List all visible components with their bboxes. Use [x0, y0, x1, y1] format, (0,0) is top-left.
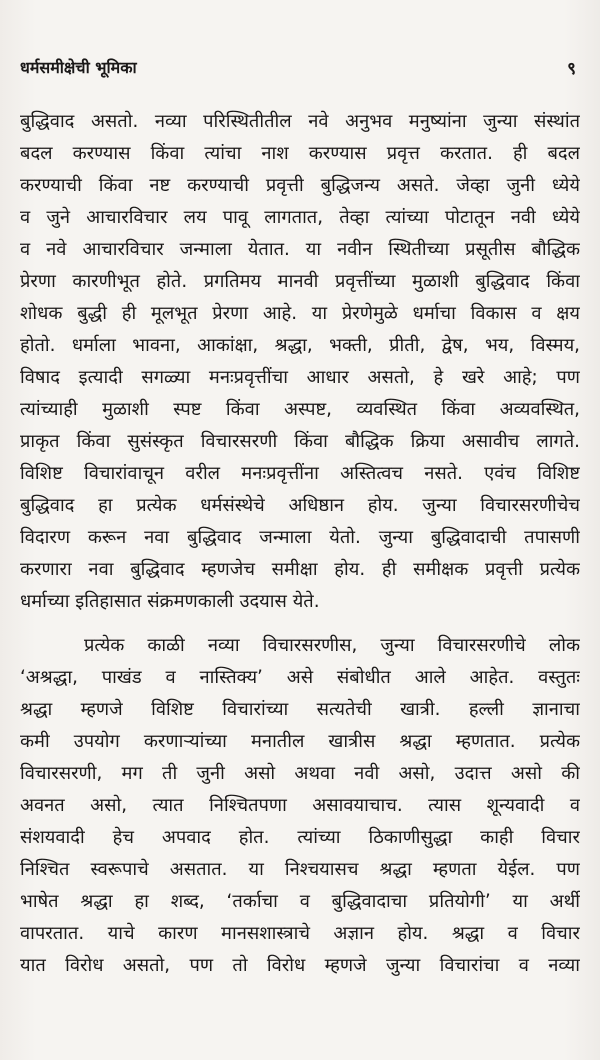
text-line: श्रद्धा म्हणजे विशिष्ट विचारांच्या सत्यतेची खात्री. हल्ली ज्ञानाचा: [20, 699, 580, 720]
text-line: ‘अश्रद्धा, पाखंड व नास्तिक्य’ असे संबोधीत आले आहेत. वस्तुतः: [20, 667, 580, 688]
text-line: वापरतात. याचे कारण मानसशास्त्राचे अज्ञान होय. श्रद्धा व विचार: [20, 923, 580, 944]
text-line: निश्चित स्वरूपाचे असतात. या निश्चयासच श्रद्धा म्हणता येईल. पण: [20, 859, 580, 880]
body-text: [20, 106, 580, 982]
text-line: बुद्धिवाद असतो. नव्या परिस्थितीतील नवे अनुभव मनुष्यांना जुन्या संस्थांत: [20, 111, 580, 132]
text-line: यात विरोध असतो, पण तो विरोध म्हणजे जुन्या विचारांचा व नव्या: [20, 955, 580, 976]
text-line: प्रत्येक काळी नव्या विचारसरणीस, जुन्या विचारसरणीचे लोक: [84, 635, 580, 656]
text-line: विचारसरणी, मग ती जुनी असो अथवा नवी असो, उदात्त असो की: [20, 763, 580, 784]
text-line: विषाद इत्यादी सगळ्या मनःप्रवृत्तींचा आधार असतो, हे खरे आहे; पण: [20, 367, 580, 388]
text-line: कमी उपयोग करणाऱ्यांच्या मनातील खात्रीस श्रद्धा म्हणतात. प्रत्येक: [20, 731, 580, 752]
paragraph-2: [20, 630, 580, 982]
text-line: विशिष्ट विचारांवाचून वरील मनःप्रवृत्तींना अस्तित्वच नसते. एवंच विशिष्ट: [20, 463, 580, 484]
text-line: व नवे आचारविचार जन्माला येतात. या नवीन स्थितीच्या प्रसूतीस बौद्धिक: [20, 239, 580, 260]
text-line: अवनत असो, त्यात निश्चितपणा असावयाचाच. त्यास शून्यवादी व: [20, 795, 580, 816]
text-line: त्यांच्याही मुळाशी स्पष्ट किंवा अस्पष्ट, व्यवस्थित किंवा अव्यवस्थित,: [20, 399, 580, 420]
text-line: बदल करण्यास किंवा त्यांचा नाश करण्यास प्रवृत्त करतात. ही बदल: [20, 143, 580, 164]
chapter-title: धर्मसमीक्षेची भूमिका: [20, 58, 137, 77]
text-line: विदारण करून नवा बुद्धिवाद जन्माला येतो. जुन्या बुद्धिवादाची तपासणी: [20, 527, 580, 548]
paragraph-1: [20, 106, 580, 618]
text-line: करण्याची किंवा नष्ट करण्याची प्रवृत्ती बुद्धिजन्य असते. जेव्हा जुनी ध्येये: [20, 175, 580, 196]
text-line: संशयवादी हेच अपवाद होत. त्यांच्या ठिकाणीसुद्धा काही विचार: [20, 827, 580, 848]
text-line: बुद्धिवाद हा प्रत्येक धर्मसंस्थेचे अधिष्ठान होय. जुन्या विचारसरणीचेच: [20, 495, 580, 516]
text-line: प्राकृत किंवा सुसंस्कृत विचारसरणी किंवा बौद्धिक क्रिया असावीच लागते.: [20, 431, 580, 452]
running-header: [20, 56, 576, 84]
text-line: धर्माच्या इतिहासात संक्रमणकाली उदयास येते.: [20, 591, 320, 612]
text-line: शोधक बुद्धी ही मूलभूत प्रेरणा आहे. या प्रेरणेमुळे धर्माचा विकास व क्षय: [20, 303, 580, 324]
text-line: व जुने आचारविचार लय पावू लागतात, तेव्हा त्यांच्या पोटातून नवी ध्येये: [20, 207, 580, 228]
text-line: करणारा नवा बुद्धिवाद म्हणजेच समीक्षा होय. ही समीक्षक प्रवृत्ती प्रत्येक: [20, 559, 580, 580]
text-line: होतो. धर्माला भावना, आकांक्षा, श्रद्धा, भक्ती, प्रीती, द्वेष, भय, विस्मय,: [20, 335, 580, 356]
text-line: भाषेत श्रद्धा हा शब्द, ‘तर्काचा व बुद्धिवादाचा प्रतियोगी’ या अर्थी: [20, 891, 580, 912]
page-number: ९: [567, 59, 576, 79]
text-line: प्रेरणा कारणीभूत होते. प्रगतिमय मानवी प्रवृत्तींच्या मुळाशी बुद्धिवाद किंवा: [20, 271, 580, 292]
